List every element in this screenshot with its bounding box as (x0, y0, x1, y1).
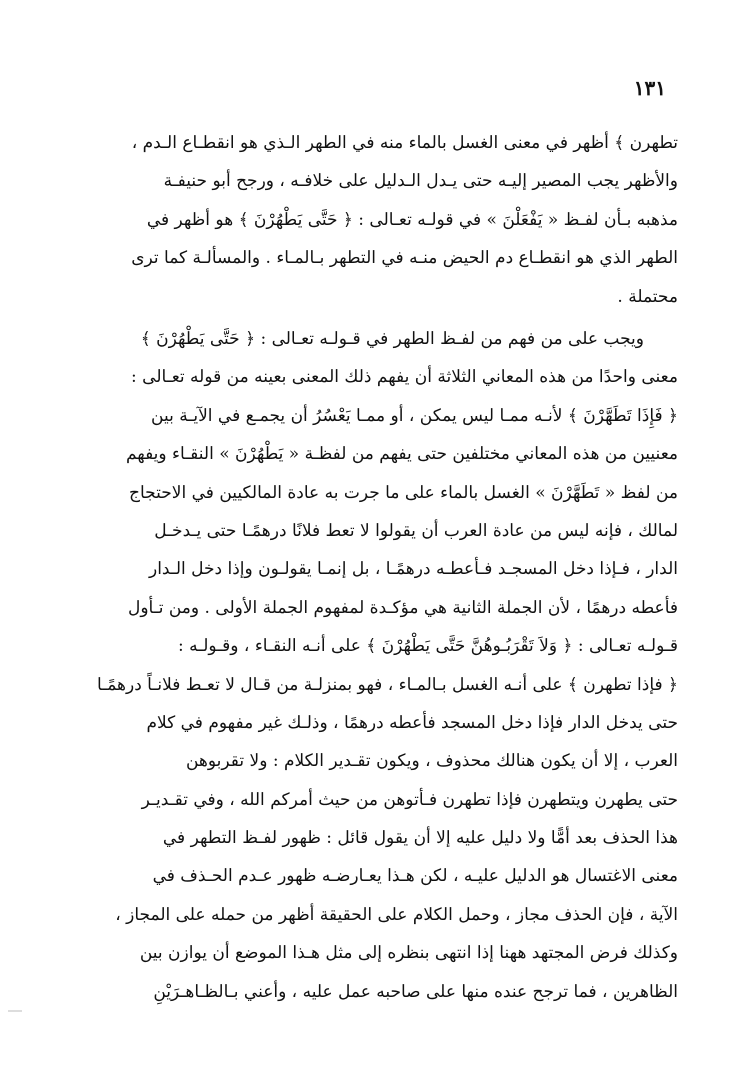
text-line: حتى يطهرن ويتطهرن فإذا تطهرن فـأتوهن من حيث أمركم الله ، وفي تقـديـر (141, 789, 678, 810)
scan-edge-mark (8, 1010, 22, 1012)
text-line: قـولـه تعـالى : ﴿ وَلاَ تَقْرَبُـوهُنَّ حَتَّى يَطْهُرْنَ ﴾ على أنـه النقـاء ، وقـولـه : (178, 636, 678, 657)
paragraph-1 (60, 124, 678, 316)
text-line: العرب ، إلا أن يكون هنالك محذوف ، ويكون تقـدير الكلام : ولا تقربوهن (185, 751, 678, 772)
text-line: محتملة . (617, 286, 678, 307)
text-line: تطهرن ﴾ أظهر في معنى الغسل بالماء منه في الطهر الـذي هو انقطـاع الـدم ، (131, 133, 678, 153)
paragraph-2 (60, 320, 678, 1011)
text-line: ﴿ فَإِذَا تَطَهَّرْنَ ﴾ لأنـه ممـا ليس يمكن ، أو ممـا يَعْسُرُ أن يجمـع في الآيـة بين (151, 405, 678, 426)
text-line: والأظهر يجب المصير إليـه حتى يـدل الـدليل على خلافـه ، ورجح أبو حنيفـة (163, 171, 678, 192)
text-line: معنى واحدًا من هذه المعاني الثلاثة أن يفهم ذلك المعنى بعينه من قوله تعـالى : (131, 367, 678, 388)
text-line: هذا الحذف بعد أمًّا ولا دليل عليه إلا أن يقول قائل : ظهور لفـظ التطهر في (162, 828, 678, 849)
text-line: من لفظ « تَطَهَّرْنَ » الغسل بالماء على ما جرت به عادة المالكيين في الاحتجاج (129, 482, 678, 503)
text-line: الآية ، فإن الحذف مجاز ، وحمل الكلام على الحقيقة أظهر من حمله على المجاز ، (115, 904, 678, 925)
text-line: معنى الاغتسال هو الدليل عليـه ، لكن هـذا يعـارضـه ظهور عـدم الحـذف في (152, 866, 678, 887)
text-line: مذهبه بـأن لفـظ « يَفْعَلْنَ » في قولـه تعـالى : ﴿ حَتَّى يَطْهُرْنَ ﴾ هو أظهر في (146, 209, 678, 230)
text-line: ويجب على من فهم من لفـظ الطهر في قـولـه تعـالى : ﴿ حَتَّى يَطْهُرْنَ ﴾ (140, 329, 644, 349)
text-line: الدار ، فـإذا دخل المسجـد فـأعطـه درهمًـا ، بل إنمـا يقولـون وإذا دخل الـدار (148, 559, 678, 580)
text-line: لمالك ، فإنه ليس من عادة العرب أن يقولوا لا تعط فلانًا درهمًـا حتى يـدخـل (154, 520, 678, 541)
text-line: الطهر الذي هو انقطـاع دم الحيض منـه في التطهر بـالمـاء . والمسألـة كما ترى (131, 248, 678, 269)
text-line: فأعطه درهمًا ، لأن الجملة الثانية هي مؤكـدة لمفهوم الجملة الأولى . ومن تـأول (127, 597, 678, 618)
text-line: ﴿ فإذا تطهرن ﴾ على أنـه الغسل بـالمـاء ، فهو بمنزلـة من قـال لا تعـط فلانـاً درهمًـا (97, 674, 678, 695)
text-line: وكذلك فرض المجتهد ههنا إذا انتهى بنظره إلى مثل هـذا الموضع أن يوازن بين (139, 943, 678, 964)
text-line: الظاهرين ، فما ترجح عنده منها على صاحبه عمل عليه ، وأعني بـالظـاهـرَيْنِ (153, 981, 678, 1002)
text-line: حتى يدخل الدار فإذا دخل المسجد فأعطه درهمًا ، وذلـك غير مفهوم في كلام (146, 712, 678, 733)
text-line: معنيين من هذه المعاني مختلفين حتى يفهم من لفظـة « يَطْهُرْنَ » النقـاء ويفهم (125, 444, 678, 465)
page-number: ١٣١ (633, 76, 666, 100)
